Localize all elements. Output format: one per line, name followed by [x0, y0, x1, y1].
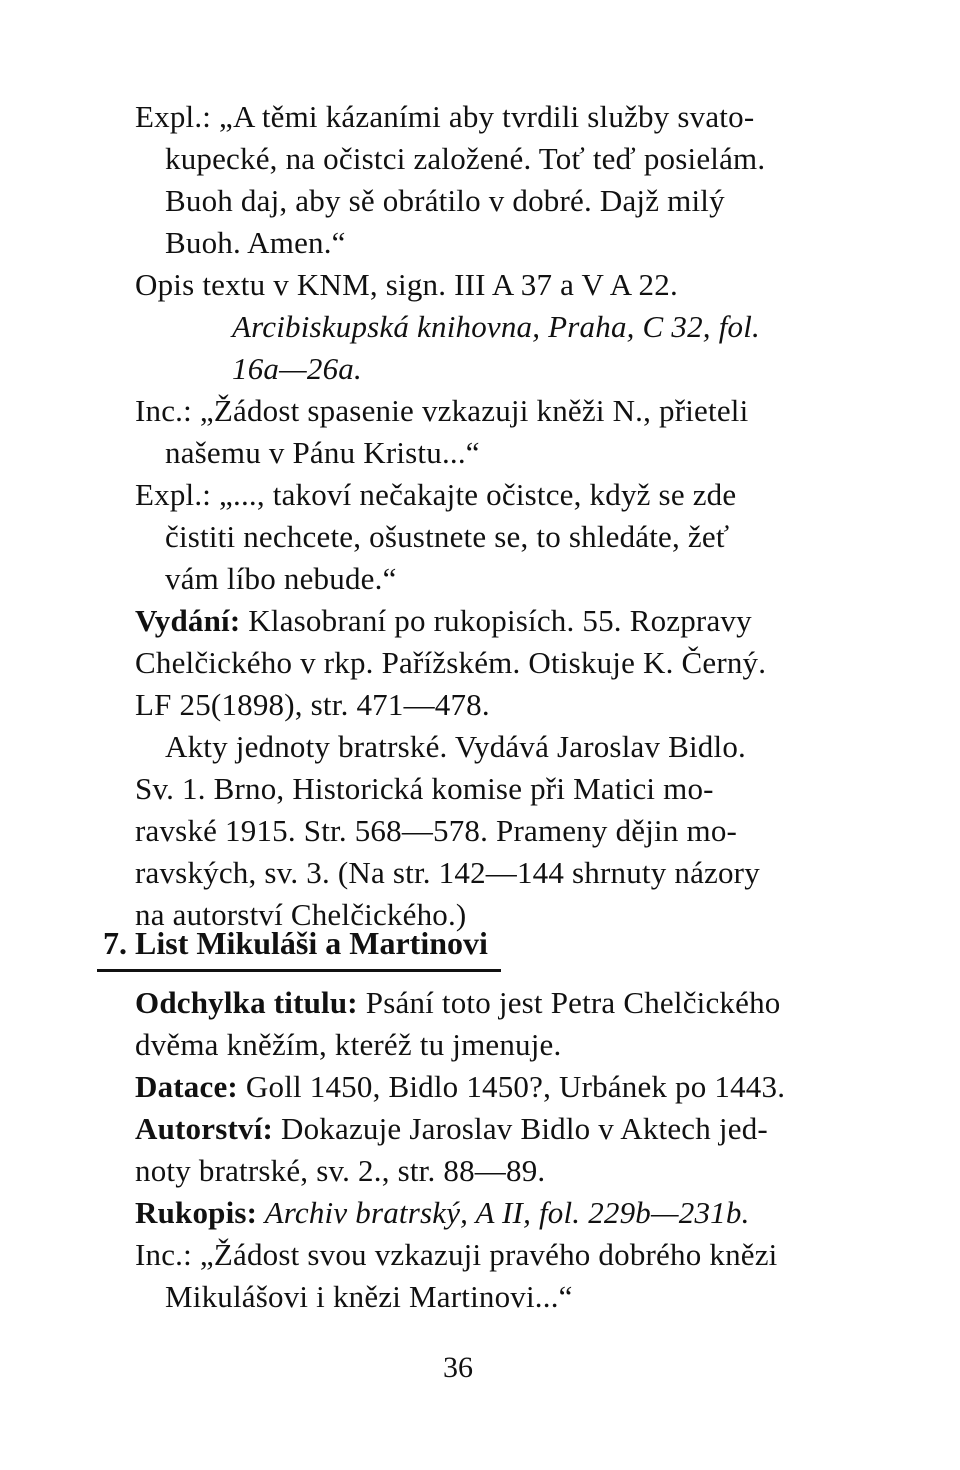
akty-line-2: Sv. 1. Brno, Historická komise při Matici mo- — [135, 771, 714, 806]
expl-line-3: Buoh daj, aby sě obrátilo v dobré. Dajž milý — [165, 183, 725, 218]
expl-line-1: Expl.: „A těmi kázaními aby tvrdili služby svato- — [135, 99, 755, 134]
vydani-line-2: Chelčického v rkp. Pařížském. Otiskuje K. Černý. — [135, 645, 767, 680]
odchylka-text: Psání toto jest Petra Chelčického — [357, 985, 781, 1020]
opis-line: Opis textu v KNM, sign. III A 37 a V A 22. — [135, 267, 678, 302]
section-heading: 7. List Mikuláši a Martinovi — [103, 925, 488, 961]
inc7-line-1: Inc.: „Žádost svou vzkazuji pravého dobrého knězi — [135, 1237, 778, 1272]
vydani-text: Klasobraní po rukopisích. 55. Rozpravy — [240, 603, 752, 638]
odchylka-label: Odchylka titulu: — [135, 985, 358, 1020]
akty-line-1: Akty jednoty bratrské. Vydává Jaroslav Bidlo. — [165, 729, 746, 764]
autorstvi-line-1 — [135, 1110, 768, 1148]
odchylka-line-2: dvěma kněžím, kteréž tu jmenuje. — [135, 1027, 562, 1062]
inc7-line-2: Mikulášovi i knězi Martinovi...“ — [165, 1279, 573, 1314]
expl2-line-3: vám líbo nebude.“ — [165, 561, 397, 596]
akty-line-4: ravských, sv. 3. (Na str. 142—144 shrnuty názory — [135, 855, 760, 890]
datace-label: Datace: — [135, 1069, 238, 1104]
vydani-label: Vydání: — [135, 603, 241, 638]
autorstvi-line-2: noty bratrské, sv. 2., str. 88—89. — [135, 1153, 546, 1188]
vydani-line-1 — [135, 602, 752, 640]
autorstvi-text: Dokazuje Jaroslav Bidlo v Aktech jed- — [273, 1111, 768, 1146]
inc-line-2: našemu v Pánu Kristu...“ — [165, 435, 480, 470]
akty-line-3: ravské 1915. Str. 568—578. Prameny dějin mo- — [135, 813, 738, 848]
expl2-line-1: Expl.: „..., takoví nečakajte očistce, když se zde — [135, 477, 737, 512]
odchylka-line-1 — [135, 984, 780, 1022]
page-number: 36 — [443, 1351, 473, 1384]
rukopis-label: Rukopis: — [135, 1195, 258, 1230]
vydani-line-3: LF 25(1898), str. 471—478. — [135, 687, 490, 722]
expl-line-4: Buoh. Amen.“ — [165, 225, 346, 260]
datace-line — [135, 1068, 785, 1106]
expl-line-2: kupecké, na očistci založené. Toť teď posielám. — [165, 141, 766, 176]
archive-line-2: 16a—26a. — [232, 351, 362, 386]
akty-line-5: na autorství Chelčického.) — [135, 897, 467, 932]
rukopis-line — [135, 1194, 750, 1232]
inc-line-1: Inc.: „Žádost spasenie vzkazuji kněži N., přieteli — [135, 393, 749, 428]
archive-line-1: Arcibiskupská knihovna, Praha, C 32, fol. — [232, 309, 760, 344]
autorstvi-label: Autorství: — [135, 1111, 274, 1146]
expl2-line-2: čistiti nechcete, ošustnete se, to shledáte, žeť — [165, 519, 730, 554]
heading-rule — [97, 969, 501, 972]
rukopis-text: Archiv bratrský, A II, fol. 229b—231b. — [257, 1195, 750, 1230]
datace-text: Goll 1450, Bidlo 1450?, Urbánek po 1443. — [237, 1069, 786, 1104]
